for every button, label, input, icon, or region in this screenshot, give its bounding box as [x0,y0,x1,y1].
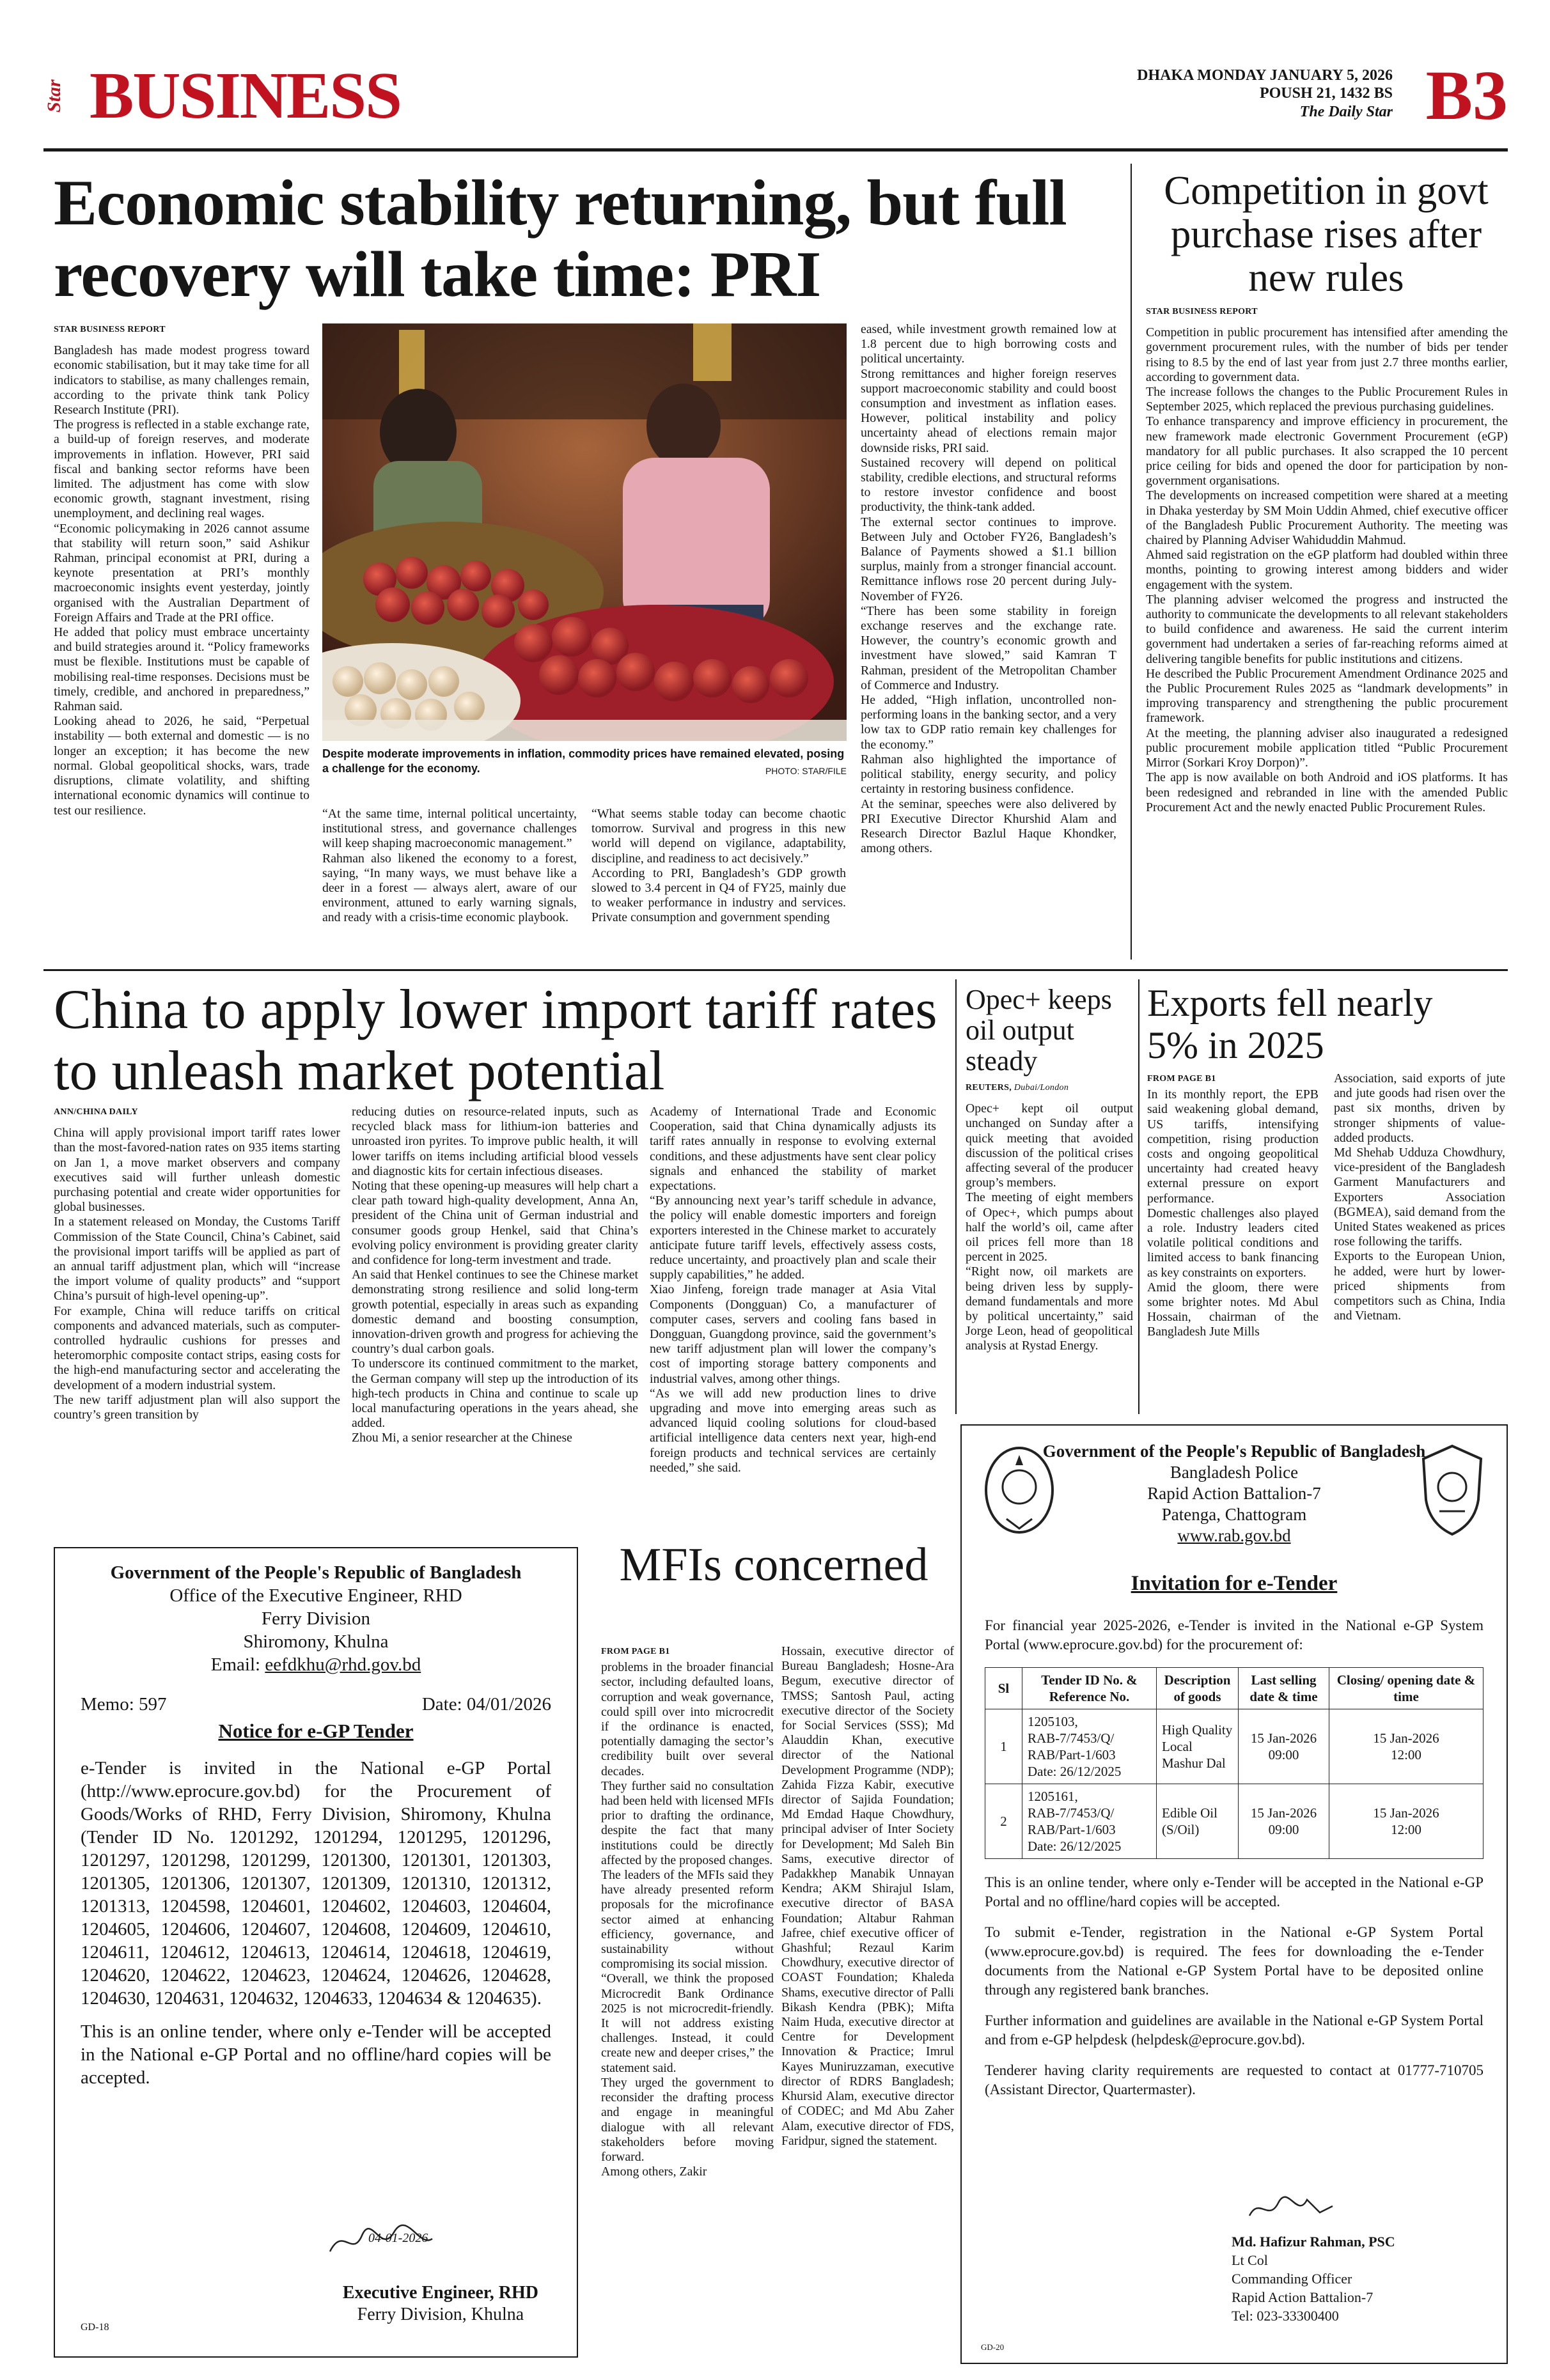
section-rule [43,969,1508,971]
rhd-ad-email-line [81,1653,551,1676]
rhd-ad-body-2: This is an online tender, where only e-Tender will be accepted in the National e-GP Portal and no offline/hard copies will be accepted. [81,2021,551,2088]
last-selling-date: 15 Jan-2026 [1250,1805,1317,1821]
paragraph: At the meeting, the planning adviser also inaugurated a redesigned public procurement mobile application titled “Public Procurement Mirror (Sorkari Kroy Dorpon)”. [1146,726,1508,770]
rab-ad-website-link[interactable]: www.rab.gov.bd [1177,1526,1291,1545]
opec-agency: REUTERS, [966,1083,1012,1093]
paragraph: Ahmed said registration on the eGP platform had doubled within three months, pointing to growing interest among bidders and wider engagement with the system. [1146,548,1508,592]
reference-date: Date: 26/12/2025 [1028,1764,1122,1779]
rab-ad-signer-rank: Lt Col [1232,2252,1268,2268]
paragraph: In its monthly report, the EPB said weakening global demand, US tariffs, intensifying competition, rising production costs and ongoing geopolitical uncertainty had created heavy external pressure on export performance. [1147,1087,1319,1206]
rab-ad-police: Bangladesh Police [1170,1463,1299,1482]
rhd-ad-govt: Government of the People's Republic of Bangladesh [110,1562,522,1583]
china-headline: China to apply lower import tariff rates to unleash market potential [54,979,937,1102]
paragraph: Noting that these opening-up measures will help chart a clear path toward high-quality development, Anna An, president of the China unit of German industrial and consumer goods group Henkel, said that China’s evolving policy environment is providing greater clarity and confidence for long-term investment and trade. [352,1179,638,1268]
paragraph: “As we will add new production lines to drive upgrading and move into emerging areas such as advanced liquid cooling solutions for cloud-based artificial intelligence data centers next year, high-end foreign products and technical services are certainly needed,” she said. [650,1386,936,1475]
rab-emblem-icon [1417,1442,1487,1538]
china-byline: ANN/CHINA DAILY [54,1107,138,1117]
paragraph: Domestic challenges also played a role. Industry leaders cited volatile political conditions and limited access to bank financing as key constraints on exporters. [1147,1206,1319,1280]
rhd-tender-ad [54,1547,578,2358]
lead-headline: Economic stability returning, but full recovery will take time: PRI [54,167,1067,311]
paragraph: Amid the gloom, there were some brighter notes. Md Abul Hossain, chairman of the Bangladesh Jute Mills [1147,1280,1319,1339]
exports-col-2 [1334,1071,1505,1410]
rab-ad-para-4: Tenderer having clarity requirements are requested to contact at 01777-710705 (Assistant Director, Quartermaster). [985,2062,1483,2097]
last-selling-time: 09:00 [1268,1747,1299,1762]
rhd-ad-location: Shiromony, Khulna [243,1631,389,1652]
procurement-byline: STAR BUSINESS REPORT [1146,307,1258,316]
rab-ad-signer [1232,2232,1395,2325]
police-emblem-icon [981,1442,1058,1538]
opec-body [966,1080,1133,1413]
rhd-ad-signer-title: Executive Engineer, RHD [342,2283,538,2303]
rhd-ad-code: GD-18 [81,2322,109,2333]
paragraph: The developments on increased competition were shared at a meeting in Dhaka yesterday by SM Moin Uddin Ahmed, chief executive officer of the Bangladesh Public Procurement Authority. The meeting was chaired by Planning Adviser Wahiduddin Mahmud. [1146,488,1508,548]
reference-1: RAB-7/7453/Q/ [1028,1731,1115,1746]
rhd-ad-signer-division: Ferry Division, Khulna [357,2305,524,2324]
rhd-ad-title: Notice for e-GP Tender [218,1720,414,1742]
paragraph: Bangladesh has made modest progress toward economic stabilisation, but it may take time for all indicators to stabilise, as many challenges remain, according to the private think tank Policy Research Institute (PRI). [54,343,309,417]
paragraph: The progress is reflected in a stable exchange rate, a build-up of foreign reserves, and moderate improvements in inflation. However, PRI said fiscal and banking sector reforms have been limited. The adjustment has come with slow economic growth, stagnant investment, rising unemployment, and declining real wages. [54,417,309,521]
col-header-tender-id: Tender ID No. & Reference No. [1022,1668,1157,1709]
mfi-headline: MFIs concerned [619,1539,928,1591]
tender-id: 1205161, [1028,1789,1078,1804]
paragraph: Looking ahead to 2026, he said, “Perpetual instability — both external and domestic — is no longer an exception; it has become the new normal. Global geopolitical shocks, wars, trade disruptions, climate volatility, and shifting international economic dynamics will continue to test our resilience. [54,714,309,818]
dateline-date: DHAKA MONDAY JANUARY 5, 2026 [1137,67,1393,84]
paragraph: In a statement released on Monday, the Customs Tariff Commission of the State Council, China’s Cabinet, said the provisional import tariffs will be applied as part of an annual tariff adjustment plan, which will “increase the import volume of quality products” and “support China’s pursuit of high-level opening-up”. [54,1215,340,1303]
col-header-sl: Sl [985,1668,1022,1709]
rab-ad-title: Invitation for e-Tender [1131,1572,1338,1595]
section-title: BUSINESS [90,59,401,132]
table-row [985,1709,1483,1784]
paragraph: An said that Henkel continues to see the Chinese market demonstrating strong resilience and solid long-term growth potential, especially in areas such as expanding domestic demand and boosting consumption, innovation-driven growth and progress for achieving the country’s dual carbon goals. [352,1268,638,1357]
rhd-ad-body-1: e-Tender is invited in the National e-GP Portal (http://www.eprocure.gov.bd) for the Procurement of Goods/Works of RHD, Ferry Division, Shiromony, Khulna (Tender ID No. 1201292, 1201294, 1201295, 1201296, 1201297, 1201298, 1201299, 1201300, 1201301, 1201303, 1201305, 1201306, 1201307, 1201309, 1201310, 1201312, 1201313, 1204598, 1204601, 1204602, 1204603, 1204604, 1204605, 1204606, 1204607, 1204608, 1204609, 1204610, 1204611, 1204612, 1204613, 1204614, 1204618, 1204619, 1204620, 1204622, 1204623, 1204624, 1204626, 1204628, 1204630, 1204631, 1204632, 1204633, 1204634 & 1204635). [81,1758,551,2009]
paragraph: They further said no consultation had been held with licensed MFIs prior to drafting the ordinance, despite the fact that many institutions could be directly affected by the proposed changes. [601,1778,774,1867]
cell-tender-id [1022,1709,1157,1784]
cell-sl: 1 [985,1709,1022,1784]
lead-col-1 [54,322,309,961]
opec-place: Dubai/London [1014,1083,1069,1093]
paragraph: “Right now, oil markets are being driven less by supply-demand fundamentals and more by political uncertainty,” said Jorge Leon, head of geopolitical analysis at Rystad Energy. [966,1264,1133,1353]
last-selling-date: 15 Jan-2026 [1250,1731,1317,1746]
dateline [1137,66,1393,121]
paragraph: Sustained recovery will depend on political stability, credible elections, and structural reforms to restore investor confidence and boost productivity, the think-tank added. [861,455,1116,515]
paragraph: Rahman also likened the economy to a forest, saying, “In many ways, we must behave like a deer in a forest — always alert, aware of our environment, attuned to early warning signals, and ready with a crisis-time economic playbook. [322,851,577,925]
paragraph: “What seems stable today can become chaotic tomorrow. Survival and progress in this new world will depend on vigilance, adaptability, discipline, and readiness to act decisively.” [591,807,846,866]
paragraph: Exports to the European Union, he added, were hurt by lower-priced shipments from competitors such as China, India and Vietnam. [1334,1249,1505,1323]
rab-ad-govt: Government of the People's Republic of Bangladesh [1042,1442,1426,1461]
rab-ad-intro: For financial year 2025-2026, e-Tender is invited in the National e-GP System Portal (www.eprocure.gov.bd) for the procurement of: [985,1617,1483,1653]
lead-col-4 [861,322,1116,958]
rab-tender-table [985,1667,1483,1859]
lead-col-2 [322,807,577,954]
signature-mark [1243,2190,1339,2228]
paragraph: To underscore its continued commitment to the market, the German company will step up the introduction of its high-tech products in China and continue to scale up local manufacturing operations in the years ahead, she added. [352,1357,638,1431]
reference-date: Date: 26/12/2025 [1028,1839,1122,1854]
masthead-rule [43,148,1508,152]
paragraph: Md Shehab Udduza Chowdhury, vice-president of the Bangladesh Garment Manufacturers and Exporters Association (BGMEA), said demand from the United States weakened as prices rose following the tariffs. [1334,1146,1505,1249]
paragraph: To enhance transparency and improve efficiency in procurement, the new framework made electronic Government Procurement (eGP) mandatory for all public purchases. It also scrapped the 10 percent price ceiling for bids and opened the door for participation by non-government organisations. [1146,414,1508,488]
rab-ad-signer-name: Md. Hafizur Rahman, PSC [1232,2234,1395,2250]
paragraph: According to PRI, Bangladesh’s GDP growth slowed to 3.4 percent in Q4 of FY25, mainly due to weaker performance in industry and services. Private consumption and government spending [591,866,846,925]
paragraph: For example, China will reduce tariffs on critical components and advanced materials, such as computer-controlled hydraulic cushions for presses and heteromorphic composite contact strips, easing costs for the high-end manufacturing sector and accelerating the development of a modern industrial system. [54,1303,340,1392]
paragraph: He added that policy must embrace uncertainty and build strategies around it. “Policy frameworks must be flexible. Institutions must be capable of mobilising real-time responses. Decisions must be timely, credible, and anchored in preparedness,” Rahman said. [54,625,309,714]
lead-byline: STAR BUSINESS REPORT [54,325,166,334]
rab-ad-para-2: To submit e-Tender, registration in the National e-GP System Portal (www.eprocure.gov.bd) is required. The fees for downloading the e-Tender documents from the National e-GP System Portal have to be deposited online through any registered bank branches. [985,1924,1483,1998]
rab-ad-battalion: Rapid Action Battalion-7 [1147,1484,1321,1503]
paragraph: China will apply provisional import tariff rates lower than the most-favored-nation rates on 935 items starting on Jan 1, a move market observers and company executives said will further unleash domestic purchasing potential and create wider opportunities for global businesses. [54,1126,340,1215]
column-rule [1138,979,1139,1414]
china-col-3 [650,1105,936,1520]
paragraph: The leaders of the MFIs said they have already presented reform proposals for the microfinance sector aimed at enhancing efficiency, governance, and sustainability without compromising its social mission. [601,1868,774,1972]
paragraph: problems in the broader financial sector, including defaulted loans, corruption and weak governance, could spill over into microcredit if the ordinance is enacted, potentially damaging the sector’s credibility built over several decades. [601,1660,774,1778]
cell-closing [1329,1709,1483,1784]
closing-time: 12:00 [1391,1747,1421,1762]
col-header-closing: Closing/ opening date & time [1329,1668,1483,1709]
paragraph: They urged the government to reconsider the drafting process and engage in meaningful dialogue with all relevant stakeholders before moving forward. [601,2075,774,2164]
market-photo-illustration [322,323,847,741]
paragraph: Xiao Jinfeng, foreign trade manager at Asia Vital Components (Dongguan) Co, a manufacturer of computer cases, servers and cooling fans based in Dongguan, Guangdong province, said the government’s new tariff adjustment plan will lower the company’s cost of importing storage battery components and industrial valves, among other things. [650,1282,936,1386]
paragraph: He described the Public Procurement Amendment Ordinance 2025 and the Public Procurement Rules 2025 as “landmark developments” in improving transparency and strengthening the public procurement framework. [1146,666,1508,726]
rhd-ad-email-link[interactable]: eefdkhu@rhd.gov.bd [265,1654,421,1675]
paragraph: “At the same time, internal political uncertainty, institutional stress, and governance challenges will keep shaping macroeconomic management.” [322,807,577,851]
paragraph: The external sector continues to improve. Between July and October FY26, Bangladesh’s Balance of Payments showed a $1.1 billion surplus, mainly from a stronger financial account. Remittance inflows rose 20 percent during July-November of FY26. [861,515,1116,603]
opec-headline: Opec+ keeps oil output steady [966,984,1112,1077]
caption-text: Despite moderate improvements in inflation, commodity prices have remained elevated, posing a challenge for the economy. [322,747,845,775]
market-photo [322,323,847,741]
paragraph: Association, said exports of jute and jute goods had risen over the past six months, driven by stronger shipments of value-added products. [1334,1071,1505,1145]
paragraph: The increase follows the changes to the Public Procurement Rules in September 2025, which replaced the previous purchasing guidelines. [1146,385,1508,414]
paragraph: Academy of International Trade and Economic Cooperation, said that China dynamically adjusts its tariff rates annually in response to evolving external conditions, and these adjustments have sent clear policy signals and enhanced the stability of market expectations. [650,1105,936,1194]
paragraph: eased, while investment growth remained low at 1.8 percent due to high borrowing costs and political uncertainty. [861,322,1116,366]
rhd-ad-signer [343,2282,538,2326]
closing-time: 12:00 [1391,1822,1421,1837]
reference-2: RAB/Part-1/603 [1028,1822,1116,1837]
paragraph: “Overall, we think the proposed Microcredit Bank Ordinance 2025 is not microcredit-friendly. It will not address existing challenges. Instead, it could create new and deeper crises,” the statement said. [601,1972,774,2075]
rhd-ad-signature-date: 04-01-2026 [368,2231,428,2245]
rhd-ad-memo: Memo: 597 [81,1694,167,1715]
rhd-ad-office: Office of the Executive Engineer, RHD [169,1585,462,1606]
col-header-description: Description of goods [1157,1668,1239,1709]
exports-col-1 [1147,1071,1319,1410]
table-row [985,1784,1483,1859]
table-header-row [985,1668,1483,1709]
paragraph: “There has been some stability in foreign exchange reserves and the exchange rate. However, the country’s economic growth and investment have slowed,” said Kamran T Rahman, president of the Metropolitan Chamber of Commerce and Industry. [861,603,1116,692]
reference-1: RAB-7/7453/Q/ [1028,1805,1115,1821]
opec-byline [966,1080,1133,1095]
exports-from-page: FROM PAGE B1 [1147,1074,1216,1084]
rab-ad-para-1: This is an online tender, where only e-Tender will be accepted in the National e-GP Portal and no offline/hard copies will be accepted. [985,1874,1483,1909]
column-rule [955,979,957,1414]
paragraph: “By announcing next year’s tariff schedule in advance, the policy will enable domestic importers and foreign exporters interested in the Chinese market to accurately anticipate future tariff levels, effectively assess costs, reduce uncertainty, and proactively plan and scale their supply capabilities,” he added. [650,1194,936,1282]
col-header-last-selling: Last selling date & time [1239,1668,1329,1709]
cell-closing [1329,1784,1483,1859]
mfi-col-2 [781,1644,954,2360]
china-col-1 [54,1105,340,1520]
paragraph: Zhou Mi, a senior researcher at the Chinese [352,1431,572,1445]
rhd-ad-header [81,1561,551,1676]
cell-last-selling [1239,1784,1329,1859]
paragraph: Among others, Zakir [601,2165,707,2179]
rab-ad-para-3: Further information and guidelines are available in the National e-GP System Portal and from e-GP helpdesk (helpdesk@eprocure.gov.bd). [985,2012,1483,2048]
paragraph: Strong remittances and higher foreign reserves support macroeconomic stability and could boost consumption and investment as inflation eases. However, political instability and policy uncertainty ahead of elections remain major downside risks, PRI said. [861,366,1116,455]
rab-ad-signer-tel: Tel: 023-33300400 [1232,2308,1339,2324]
paragraph: reducing duties on resource-related inputs, such as recycled black mass for lithium-ion batteries and unroasted iron pyrites. To improve public health, it will lower tariffs on items including artificial blood vessels and diagnostic kits for certain infectious diseases. [352,1105,638,1178]
photo-caption [322,747,847,779]
china-col-2 [352,1105,638,1520]
rab-tender-ad [960,1424,1508,2364]
cell-tender-id [1022,1784,1157,1859]
cell-last-selling [1239,1709,1329,1784]
column-rule [1131,164,1132,960]
paper-name: The Daily Star [1299,104,1393,120]
rhd-ad-signature [324,2220,439,2267]
page-number: B3 [1425,56,1508,134]
rhd-ad-memo-row [81,1693,551,1716]
rab-ad-code: GD-20 [981,2342,1005,2352]
paragraph: The new tariff adjustment plan will also support the country’s green transition by [54,1392,340,1422]
paragraph: Rahman also highlighted the importance of political stability, energy security, and policy certainty in restoring business confidence. [861,752,1116,797]
paragraph: At the seminar, speeches were also delivered by PRI Executive Director Khurshid Alam and Research Director Bazlul Haque Khondker, among others. [861,797,1116,856]
exports-headline: Exports fell nearly 5% in 2025 [1147,982,1433,1066]
paragraph: The planning adviser welcomed the progress and instructed the authority to communicate the developments to all relevant stakeholders to build confidence and awareness. He said the current interim government had undertaken a series of far-reaching reforms aimed at delivering tangible benefits for public institutions and citizens. [1146,592,1508,666]
rab-ad-signer-unit: Rapid Action Battalion-7 [1232,2289,1374,2305]
paragraph: “Economic policymaking in 2026 cannot assume that stability will return soon,” said Ashikur Rahman, principal economist at PRI, during a keynote presentation at PRI’s monthly macroeconomic insights event yesterday, jointly organised with the Australian Department of Foreign Affairs and Trade at the PRI office. [54,521,309,625]
cell-sl: 2 [985,1784,1022,1859]
cell-description: Edible Oil (S/Oil) [1157,1784,1239,1859]
rab-ad-header [985,1441,1483,1546]
cell-description: High Quality Local Mashur Dal [1157,1709,1239,1784]
closing-date: 15 Jan-2026 [1373,1805,1439,1821]
procurement-headline: Competition in govt purchase rises after new rules [1164,168,1489,300]
closing-date: 15 Jan-2026 [1373,1731,1439,1746]
rhd-ad-division: Ferry Division [262,1608,370,1629]
paragraph: Hossain, executive director of Bureau Bangladesh; Hosne-Ara Begum, executive director of TMSS; Santosh Paul, acting executive director of the Society for Social Services (SSS); Md Alauddin Khan, executive director of the National Development Programme (NDP); Zahida Fizza Kabir, executive director of Sajida Foundation; Md Emdad Haque Chowdhury, principal adviser of Inter Society for Development; Md Saleh Bin Sams, executive director of Padakkhep Manabik Unnayan Kendra; AKM Shirajul Islam, executive director of BASA Foundation; Altabur Rahman Jafree, chief executive officer of Ghashful; Rezaul Karim Chowdhury, executive director of COAST Foundation; Khaleda Shams, executive director of Palli Bikash Kendra (PBK); Mifta Naim Huda, executive director at Centre for Development Innovation & Practice; Imrul Kayes Muniruzzaman, executive director of RDRS Bangladesh; Khursid Alam, executive director of CODEC; and Md Abu Zaher Alam, executive director of FDS, Faridpur, signed the statement. [781,1644,954,2148]
photo-credit: PHOTO: STAR/FILE [765,766,847,776]
procurement-body [1146,304,1508,959]
reference-2: RAB/Part-1/603 [1028,1747,1116,1762]
rhd-ad-date: Date: 04/01/2026 [421,1694,551,1715]
masthead [43,56,1508,157]
paragraph: Opec+ kept oil output unchanged on Sunday after a quick meeting that avoided discussion of the political crises affecting several of the producer group’s members. [966,1101,1133,1190]
mfi-col-1 [601,1644,774,2360]
paragraph: The meeting of eight members of Opec+, which pumps about half the world’s oil, came after oil prices fell more than 18 percent in 2025. [966,1190,1133,1264]
paragraph: He added, “High inflation, uncontrolled non-performing loans in the banking sector, and a very low tax to GDP ratio remain key challenges for the economy.” [861,693,1116,752]
last-selling-time: 09:00 [1268,1822,1299,1837]
tender-id: 1205103, [1028,1714,1078,1729]
mfi-from-page: FROM PAGE B1 [601,1647,670,1656]
lead-col-3 [591,807,846,954]
star-brand-mark: Star [43,79,65,113]
rab-ad-location: Patenga, Chattogram [1161,1505,1307,1524]
paragraph: Competition in public procurement has intensified after amending the government procurement rules, with the number of bids per tender rising to 8.5 by the end of last year from just 2.7 three months earlier, according to government data. [1146,325,1508,384]
rhd-ad-email-label: Email: [210,1654,261,1675]
dateline-bangla-date: POUSH 21, 1432 BS [1259,85,1393,102]
rab-ad-signer-role: Commanding Officer [1232,2271,1352,2287]
paragraph: The app is now available on both Android and iOS platforms. It has been redesigned and rebranded in line with the amended Public Procurement Act and the newly enacted Public Procurement Rules. [1146,770,1508,814]
